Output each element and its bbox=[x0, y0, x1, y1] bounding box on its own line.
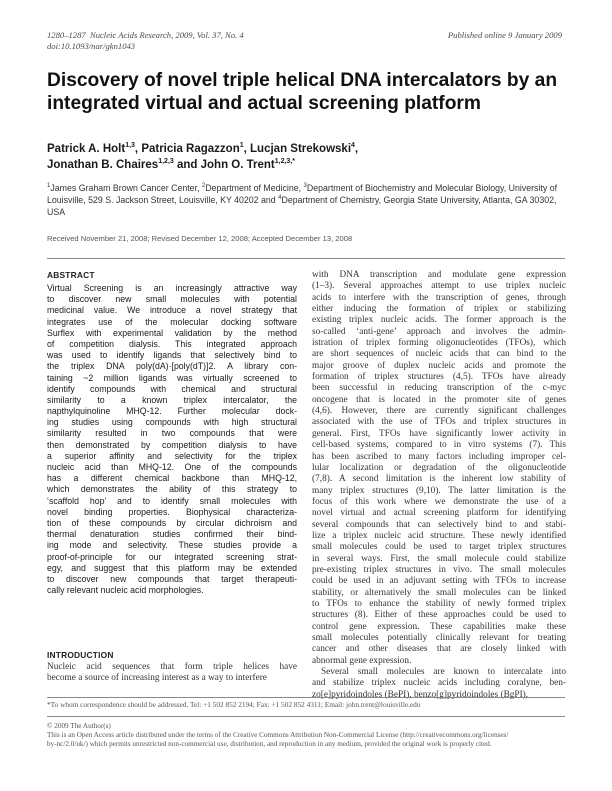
body-line: small molecules potentially clinically relevant for treating bbox=[312, 633, 566, 643]
affiliation-text: Department of Chemistry, Georgia State University, Atlanta, GA 30302, USA bbox=[47, 194, 557, 217]
author-affiliation-marker: 4 bbox=[351, 142, 355, 150]
article-title: Discovery of novel triple helical DNA intercalators by an integrated virtual and actual screening platform bbox=[47, 70, 558, 114]
copyright-divider bbox=[47, 716, 565, 717]
header-divider bbox=[47, 258, 565, 259]
abstract-line: which demonstrates the ability of this strategy to bbox=[47, 484, 297, 495]
body-line: major groove of duplex nucleic acids and promote the bbox=[312, 360, 566, 371]
body-line: general. First, TFOs have significantly lower activity in bbox=[312, 428, 566, 439]
body-line: been successful in reducing transcription of the c-myc bbox=[312, 383, 566, 394]
abstract-line: ‘scaffold hop’ and to identify small molecules with bbox=[47, 495, 297, 506]
body-line: abnormal gene expression. bbox=[312, 655, 412, 666]
body-line: so-called ‘anti-gene’ approach and involves the admin- bbox=[312, 326, 566, 337]
abstract-heading: ABSTRACT bbox=[47, 270, 95, 280]
body-line: zo[e]pyridoindoles (BePI), benzo[g]pyridoindoles (BgPI), bbox=[312, 689, 529, 700]
abstract-line: egy, and suggest that this platform may be extended bbox=[47, 562, 297, 573]
author-affiliation-marker: 1,3 bbox=[125, 142, 135, 150]
abstract-text bbox=[47, 283, 297, 596]
author-affiliation-marker: 1,2,3 bbox=[158, 158, 174, 166]
author-name: Patrick A. Holt bbox=[47, 143, 126, 155]
abstract-line: then demonstrated by competition dialysis to have bbox=[47, 439, 297, 450]
abstract-line: of competition dialysis. This integrated approach bbox=[47, 338, 297, 349]
body-line: has been ascribed to many factors including improper cel- bbox=[312, 451, 566, 462]
copyright-line: © 2009 The Author(s) bbox=[47, 722, 111, 730]
author-affiliation-marker: 1 bbox=[239, 142, 244, 150]
license-line: by-nc/2.0/uk/) which permits unrestricted non-commercial use, distribution, and reproduction in any medium, provided the original work is properly cited. bbox=[47, 740, 492, 748]
body-line: either inducing the formation of triplex or stabilizing bbox=[312, 304, 566, 315]
author-affiliation-marker: 1,2,3,* bbox=[274, 158, 295, 166]
abstract-line: napthylquinoline MHQ-12. Further molecular dock- bbox=[47, 406, 297, 417]
body-line: novel virtual and actual screening platform for identifying bbox=[312, 508, 566, 519]
article-dates: Received November 21, 2008; Revised December 12, 2008; Accepted December 13, 2008 bbox=[47, 234, 353, 243]
body-line: to TFOs to enhance the stability of newly formed triplex bbox=[312, 598, 566, 609]
affiliations bbox=[47, 183, 567, 218]
affiliation-marker: 1 bbox=[47, 183, 51, 190]
abstract-line: medicinal value. We introduce a novel strategy that bbox=[47, 305, 297, 316]
running-header-left bbox=[47, 30, 347, 51]
body-line: Nucleic acid sequences that form triple helices have bbox=[47, 662, 297, 672]
affiliation-text: Department of Biochemistry and Molecular Biology, University of Louisville, 529 S. Jackson Street, Louisville, KY 40202 and bbox=[47, 183, 558, 205]
abstract-line: nucleic acid than MHQ-12. One of the compounds bbox=[47, 462, 297, 472]
abstract-line: tion of these compounds by circular dichroism and bbox=[47, 517, 297, 528]
body-line: (1–3). Several approaches attempt to use triplex nucleic bbox=[312, 281, 566, 292]
author-name: John O. Trent bbox=[200, 159, 275, 171]
abstract-line: a superior affinity and selectivity for the triplex bbox=[47, 450, 297, 461]
abstract-line: similarity resulted in two compounds that were bbox=[47, 428, 297, 439]
affiliation-marker: 3 bbox=[303, 183, 307, 190]
body-line: oncogene that is located in the promoter site of genes bbox=[312, 394, 566, 405]
affiliation-text: Department of Medicine, bbox=[205, 183, 304, 193]
body-line: stability, or alternatively the small molecules can be linked bbox=[312, 587, 566, 598]
body-line: (7,8). A second limitation is the inherent low stability of bbox=[312, 474, 566, 485]
body-line: cell-based systems, compared to in vitro systems (7). This bbox=[312, 440, 566, 451]
abstract-line: integrates use of the molecular docking software bbox=[47, 316, 297, 327]
author-name: Lucjan Strekowski bbox=[250, 143, 352, 155]
abstract-line: similarity to a known triplex intercalator, the bbox=[47, 394, 297, 405]
body-line: Several small molecules are known to intercalate into bbox=[321, 667, 566, 678]
abstract-line: ing mode and selectivity. These studies provide a bbox=[47, 540, 297, 551]
introduction-heading: INTRODUCTION bbox=[47, 650, 114, 660]
body-line: existing triplex nucleic acids. The former approach is the bbox=[312, 315, 566, 326]
abstract-line: taining ~2 million ligands was virtually screened to bbox=[47, 372, 297, 383]
body-line: and stabilize triplex nucleic acids including coralyne, ben- bbox=[312, 678, 566, 689]
abstract-line: thermal denaturation studies confirmed their bind- bbox=[47, 529, 297, 540]
footnote-divider bbox=[47, 697, 565, 698]
page-range: 1280–1287 bbox=[47, 30, 86, 40]
body-line: pre-existing triplex structures in vivo. The small molecules bbox=[312, 564, 566, 575]
body-line: (4,6). However, there are currently significant challenges bbox=[312, 406, 566, 417]
affiliation-marker: 2 bbox=[201, 183, 206, 190]
body-line: with DNA transcription and modulate gene expression bbox=[312, 270, 566, 280]
body-line: structures (8). Either of these approaches could be used to bbox=[312, 610, 566, 621]
doi[interactable]: doi:10.1093/nar/gkn1043 bbox=[47, 40, 136, 51]
body-line: are short sequences of nucleic acids that can bind to the bbox=[312, 349, 566, 360]
author-name: Patricia Ragazzon bbox=[141, 143, 240, 155]
copyright-notice bbox=[47, 722, 567, 749]
body-line: associated with the use of TFOs and triplex structures in bbox=[312, 417, 566, 428]
body-line: several compounds that can selectively bind to and stabi- bbox=[312, 519, 566, 530]
abstract-line: identify compounds with chemical and structural bbox=[47, 383, 297, 394]
abstract-line: to discover new compounds that target therapeuti- bbox=[47, 573, 297, 584]
body-line: lize a triplex nucleic acid structure. These newly identified bbox=[312, 530, 566, 541]
abstract-line: cally relevant nucleic acid morphologies. bbox=[47, 585, 204, 596]
body-line: in several ways. First, the small molecule could stabilize bbox=[312, 553, 566, 564]
affiliation-text: James Graham Brown Cancer Center, bbox=[50, 183, 202, 193]
body-line: control gene expression. These capabilities make these bbox=[312, 621, 566, 632]
abstract-line: was used to identify ligands that selectively bind to bbox=[47, 350, 297, 361]
journal-citation: Nucleic Acids Research, 2009, Vol. 37, No. 4 bbox=[89, 30, 244, 40]
body-line: formation of triplex structures (4,5). TFOs have already bbox=[312, 372, 566, 383]
body-line: could be used in an adjuvant setting with TFOs to increase bbox=[312, 576, 566, 587]
published-date: Published online 9 January 2009 bbox=[447, 30, 562, 40]
introduction-text bbox=[47, 662, 297, 685]
abstract-line: Virtual Screening is an increasingly attractive way bbox=[47, 283, 297, 293]
body-line: many triplex structures (9,10). The latter limitation is the bbox=[312, 485, 566, 496]
abstract-line: novel binding properties. Biophysical characteriza- bbox=[47, 506, 297, 517]
body-line: lular localization or degradation of the oligonucleotide bbox=[312, 462, 566, 473]
abstract-line: proof-of-principle for our integrated screening strat- bbox=[47, 551, 297, 562]
author-list: Patrick A. Holt$^{1,3}$, Patricia Ragazzon$^1$, Lucjan Strekowski$^4$, Jonathan B. Chaires$^{1,2,3}$ and John O. Trent$^{1,2,3,*}$ bbox=[47, 142, 359, 171]
body-text-right-column bbox=[312, 270, 566, 701]
body-line: focus of this work where we demonstrate the use of a bbox=[312, 496, 566, 507]
abstract-line: to discover new small molecules with potential bbox=[47, 294, 297, 305]
body-line: become a source of increasing interest as a way to interfere bbox=[47, 673, 267, 684]
abstract-line: Surflex with experimental validation by the method bbox=[47, 327, 297, 338]
affiliation-marker: 4 bbox=[278, 194, 282, 201]
body-line: istration of triplex forming oligonucleotides (TFOs), which bbox=[312, 338, 566, 349]
license-line: This is an Open Access article distributed under the terms of the Creative Commons Attribution Non-Commercial License (http://creativecommons.org/licenses/ bbox=[47, 731, 509, 739]
author-name: Jonathan B. Chaires bbox=[47, 159, 159, 171]
body-line: small molecules could be used to target triplex structures bbox=[312, 542, 566, 553]
abstract-line: the triplex DNA poly(dA)·[poly(dT)]2. A library con- bbox=[47, 361, 297, 372]
abstract-line: has a different chemical backbone than MHQ-12, bbox=[47, 473, 297, 484]
body-line: acids to interfere with the transcription of genes, through bbox=[312, 292, 566, 303]
correspondence-footnote: *To whom correspondence should be addressed. Tel: +1 502 852 2194; Fax: +1 502 852 4311; Email: john.trent@louisville.edu bbox=[47, 700, 421, 709]
abstract-line: ing studies using compounds with high structural bbox=[47, 417, 297, 428]
body-line: cancer and other diseases that are closely linked with bbox=[312, 644, 566, 655]
